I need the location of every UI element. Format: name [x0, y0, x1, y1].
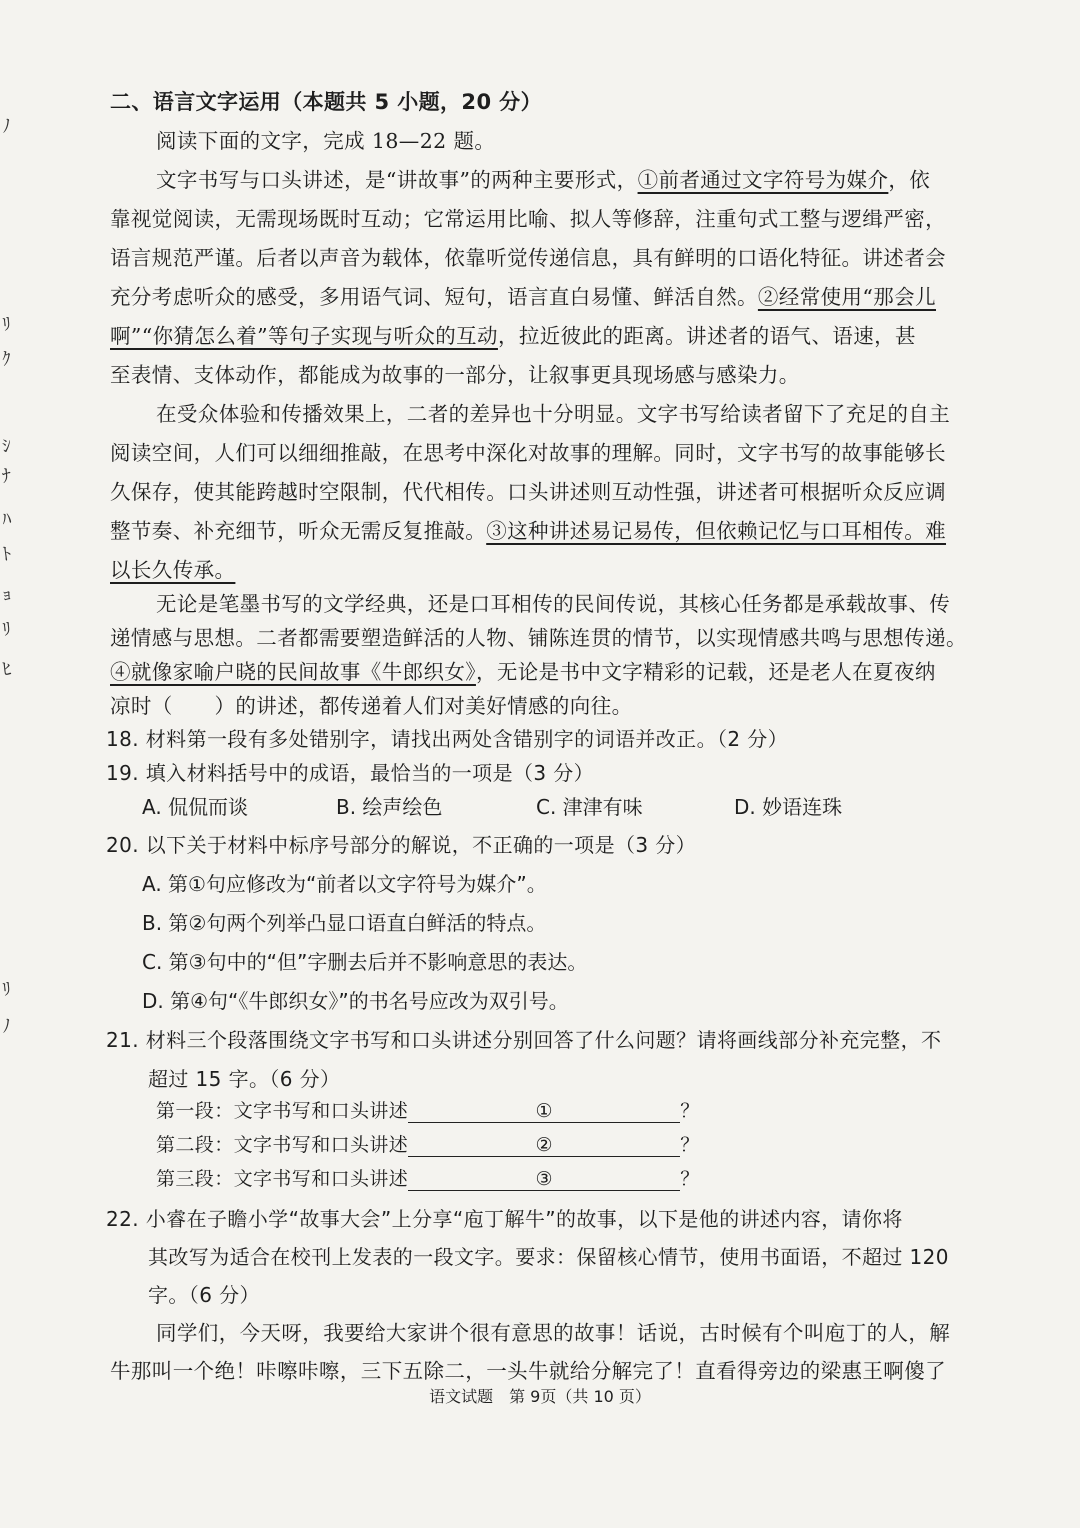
underlined-sentence-1: ①前者通过文字符号为媒介 — [637, 168, 889, 192]
blank-mark: ① — [535, 1100, 553, 1122]
question-22-stem: 22. 小睿在子瞻小学“故事大会”上分享“庖丁解牛”的故事，以下是他的讲述内容，请你将 — [106, 1207, 903, 1231]
q21-blank-2 — [156, 1130, 700, 1157]
question-22-stem-cont: 其改写为适合在校刊上发表的一段文字。要求：保留核心情节，使用书面语，不超过 120 — [148, 1245, 949, 1269]
page-footer: 语文试题 第 9页（共 10 页） — [429, 1387, 651, 1406]
question-mark: ？ — [680, 1134, 700, 1156]
blank-mark: ② — [535, 1134, 553, 1156]
q20-option-b: B. 第②句两个列举凸显口语直白鲜活的特点。 — [142, 911, 547, 935]
p1-line-2: 靠视觉阅读，无需现场既时互动；它常运用比喻、拟人等修辞，注重句式工整与逻缉严密， — [110, 207, 946, 231]
question-22-stem-cont-2: 字。（6 分） — [148, 1283, 260, 1307]
q22-story-line-2: 牛那叫一个绝！咔嚓咔嚓，三下五除二，一头牛就给分解完了！直看得旁边的梁惠王啊傻了 — [110, 1359, 946, 1383]
p1-text: 充分考虑听众的感受，多用语气词、短句，语言直白易懂、鲜活自然。 — [110, 285, 758, 309]
q22-story-line-1: 同学们，今天呀，我要给大家讲个很有意思的故事！话说，古时候有个叫庖丁的人，解 — [156, 1321, 951, 1345]
p1-line-5 — [110, 319, 916, 349]
p2-line-1: 在受众体验和传播效果上，二者的差异也十分明显。文字书写给读者留下了充足的自主 — [156, 402, 951, 426]
binding-margin-marks: ﾉ ﾘ ｸ ｼ ﾅ ﾊ ﾄ ｮ ﾘ ﾋ ﾘ ﾉ — [0, 115, 13, 1038]
p1-text: ，拉近彼此的距离。讲述者的语气、语速，甚 — [497, 324, 916, 348]
reading-instruction: 阅读下面的文字，完成 18—22 题。 — [156, 129, 496, 153]
answer-blank-1[interactable] — [408, 1100, 680, 1123]
p1-line-6: 至表情、支体动作，都能成为故事的一部分，让叙事更具现场感与感染力。 — [110, 363, 800, 387]
question-mark: ？ — [680, 1168, 700, 1190]
underlined-sentence-2-cont: 啊”“你猜怎么着”等句子实现与听众的互动 — [110, 324, 498, 348]
p1-text: 文字书写与口头讲述，是“讲故事”的两种主要形式， — [156, 168, 638, 192]
question-20-stem: 20. 以下关于材料中标序号部分的解说，不正确的一项是（3 分） — [106, 833, 697, 857]
q19-option-b: B. 绘声绘色 — [336, 795, 443, 819]
blank-mark: ③ — [535, 1168, 553, 1190]
underlined-sentence-4: ④就像家喻户晓的民间故事《牛郎织女》 — [110, 660, 476, 684]
q20-option-a: A. 第①句应修改为“前者以文字符号为媒介”。 — [142, 872, 547, 896]
q21-blank-1 — [156, 1096, 700, 1123]
underlined-sentence-3-cont: 以长久传承。 — [110, 558, 236, 582]
p3-line-4: 凉时（ ）的讲述，都传递着人们对美好情感的向往。 — [110, 694, 633, 718]
q19-option-d: D. 妙语连珠 — [734, 795, 843, 819]
q19-option-c: C. 津津有味 — [536, 795, 643, 819]
p2-line-4 — [110, 514, 946, 544]
question-mark: ？ — [680, 1100, 700, 1122]
p3-line-2: 递情感与思想。二者都需要塑造鲜活的人物、铺陈连贯的情节，以实现情感共鸣与思想传递。 — [110, 626, 967, 650]
p3-text: ，无论是书中文字精彩的记载，还是老人在夏夜纳 — [475, 660, 936, 684]
q21-blank-label: 第三段：文字书写和口头讲述 — [156, 1168, 409, 1190]
question-21-stem: 21. 材料三个段落围绕文字书写和口头讲述分别回答了什么问题？请将画线部分补充完整，不 — [106, 1028, 942, 1052]
question-19-stem: 19. 填入材料括号中的成语，最恰当的一项是（3 分） — [106, 761, 595, 785]
question-18: 18. 材料第一段有多处错别字，请找出两处含错别字的词语并改正。（2 分） — [106, 727, 789, 751]
p1-line-1 — [156, 163, 930, 193]
p2-text: 整节奏、补充细节，听众无需反复推敲。 — [110, 519, 487, 543]
p2-line-3: 久保存，使其能跨越时空限制，代代相传。口头讲述则互动性强，讲述者可根据听众反应调 — [110, 480, 946, 504]
answer-blank-3[interactable] — [408, 1168, 680, 1191]
p2-line-2: 阅读空间，人们可以细细推敲，在思考中深化对故事的理解。同时，文字书写的故事能够长 — [110, 441, 946, 465]
q21-blank-3 — [156, 1164, 700, 1191]
p1-line-4 — [110, 280, 936, 310]
p3-line-1: 无论是笔墨书写的文学经典，还是口耳相传的民间传说，其核心任务都是承载故事、传 — [156, 592, 951, 616]
question-21-stem-cont: 超过 15 字。（6 分） — [148, 1067, 341, 1091]
answer-blank-2[interactable] — [408, 1134, 680, 1157]
p1-line-3: 语言规范严谨。后者以声音为载体，依靠听觉传递信息，具有鲜明的口语化特征。讲述者会 — [110, 246, 946, 270]
q19-option-a: A. 侃侃而谈 — [142, 795, 249, 819]
q20-option-d: D. 第④句“《牛郎织女》”的书名号应改为双引号。 — [142, 989, 569, 1013]
underlined-sentence-3: ③这种讲述易记易传，但依赖记忆与口耳相传。难 — [486, 519, 947, 543]
underlined-sentence-2: ②经常使用“那会儿 — [757, 285, 936, 309]
p3-line-3 — [110, 655, 936, 685]
q21-blank-label: 第一段：文字书写和口头讲述 — [156, 1100, 409, 1122]
q21-blank-label: 第二段：文字书写和口头讲述 — [156, 1134, 409, 1156]
q20-option-c: C. 第③句中的“但”字删去后并不影响意思的表达。 — [142, 950, 588, 974]
section-title: 二、语言文字运用（本题共 5 小题，20 分） — [110, 90, 542, 114]
p1-text: ，依 — [888, 168, 931, 192]
